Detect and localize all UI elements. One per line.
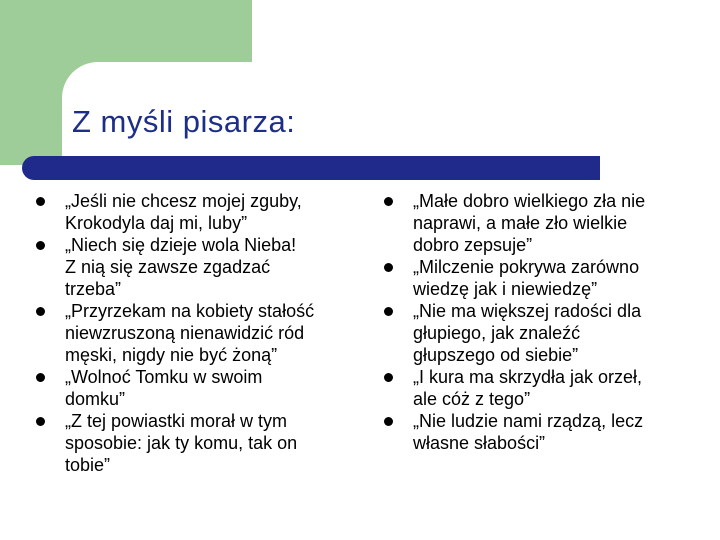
list-item <box>30 366 375 410</box>
quote-text: „Nie ma większej radości dla głupiego, jak znaleźć głupszego od siebie” <box>413 301 642 365</box>
bullet-icon <box>36 417 45 426</box>
bullet-icon <box>384 373 393 382</box>
list-item <box>378 300 718 366</box>
right-quote-list <box>378 190 718 454</box>
quote-text: „Jeśli nie chcesz mojej zguby, Krokodyla daj mi, luby” <box>65 191 302 233</box>
quote-text: „I kura ma skrzydła jak orzeł, ale cóż z tego” <box>413 367 643 409</box>
list-item <box>378 256 718 300</box>
bullet-icon <box>384 263 393 272</box>
quote-text: „Niech się dzieje wola Nieba! Z nią się zawsze zgadzać trzeba” <box>65 235 297 299</box>
bullet-icon <box>384 197 393 206</box>
quote-text: „Przyrzekam na kobiety stałość niewzruszoną nienawidzić ród męski, nigdy nie być żoną” <box>65 301 315 365</box>
quote-text: „Małe dobro wielkiego zła nie naprawi, a małe zło wielkie dobro zepsuje” <box>413 191 646 255</box>
bullet-icon <box>36 373 45 382</box>
title-underline-bar <box>22 156 600 180</box>
list-item <box>378 190 718 256</box>
quote-text: „Z tej powiastki morał w tym sposobie: jak ty komu, tak on tobie” <box>65 411 298 475</box>
bullet-icon <box>36 197 45 206</box>
list-item <box>30 190 375 234</box>
left-quote-list <box>30 190 375 476</box>
list-item <box>30 300 375 366</box>
quote-text: „Wolnoć Tomku w swoim domku” <box>65 367 263 409</box>
bullet-icon <box>384 417 393 426</box>
bullet-icon <box>36 307 45 316</box>
slide-title: Z myśli pisarza: <box>72 104 296 139</box>
bullet-icon <box>384 307 393 316</box>
list-item <box>30 234 375 300</box>
list-item <box>378 410 718 454</box>
decorative-green-side <box>0 0 62 165</box>
quote-text: „Nie ludzie nami rządzą, lecz własne słabości” <box>413 411 644 453</box>
quote-text: „Milczenie pokrywa zarówno wiedzę jak i niewiedzę” <box>413 257 640 299</box>
list-item <box>30 410 375 476</box>
list-item <box>378 366 718 410</box>
bullet-icon <box>36 241 45 250</box>
